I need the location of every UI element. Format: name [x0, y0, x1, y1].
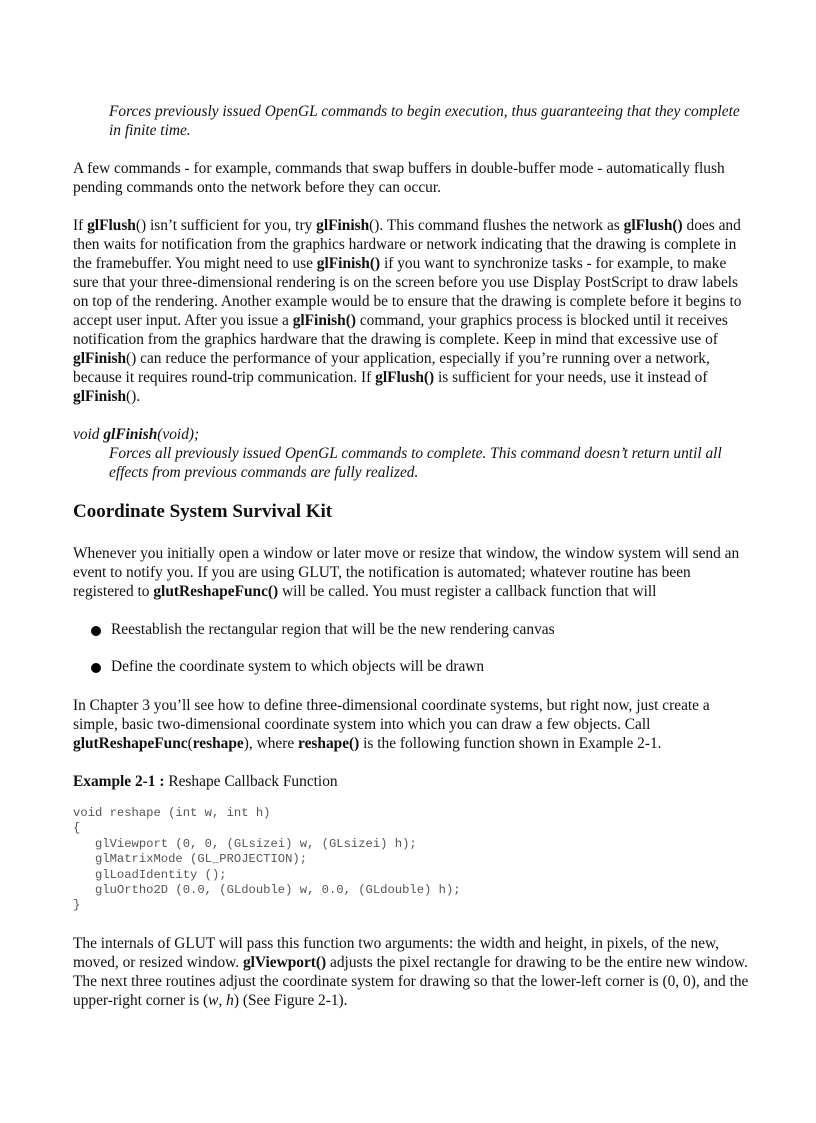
glfinish-signature: void glFinish(void);: [73, 426, 200, 443]
example-caption: Example 2-1 : Reshape Callback Function: [73, 773, 338, 790]
code-listing: void reshape (int w, int h) { glViewport (0, 0, (GLsizei) w, (GLsizei) h); glMatrixMode (GL_PROJECTION); glLoadIdentity (); gluOrtho2D (0.0, (GLdouble) w, 0.0, (GLdouble) h); }: [73, 806, 461, 913]
bullet-icon: [91, 626, 101, 636]
glflush-description: Forces previously issued OpenGL commands to begin execution, thus guaranteeing that they complete in finite time.: [109, 103, 740, 139]
list-item: Reestablish the rectangular region that will be the new rendering canvas: [91, 620, 753, 639]
paragraph-flush-commands: A few commands - for example, commands that swap buffers in double-buffer mode - automatically flush pending commands onto the network before they can occur.: [73, 160, 725, 196]
callback-task-list: [73, 620, 753, 676]
section-heading: Coordinate System Survival Kit: [73, 501, 333, 522]
paragraph-window-events: Whenever you initially open a window or later move or resize that window, the window system will send an event to notify you. If you are using GLUT, the notification is automated; whatever routine has been registered to glutReshapeFunc() will be called. You must register a callback function that will: [73, 545, 740, 600]
paragraph-glut-internals: The internals of GLUT will pass this function two arguments: the width and height, in pixels, of the new, moved, or resized window. glViewport() adjusts the pixel rectangle for drawing to be the entire new window. The next three routines adjust the coordinate system for drawing so that the lower-left corner is (0, 0), and the upper-right corner is (w, h) (See Figure 2-1).: [73, 934, 749, 1009]
glfinish-description: Forces all previously issued OpenGL commands to complete. This command doesn’t return until all effects from previous commands are fully realized.: [109, 445, 722, 481]
paragraph-glfinish: If glFlush() isn’t sufficient for you, try glFinish(). This command flushes the network as glFlush() does and then waits for notification from the graphics hardware or network indicating that the drawing is complete in the framebuffer. You might need to use glFinish() if you want to synchronize tasks - for example, to make sure that your three-dimensional rendering is on the screen before you use Display PostScript to draw labels on top of the rendering. Another example would be to ensure that the drawing is complete before it begins to accept user input. After you issue a glFinish() command, your graphics process is blocked until it receives notification from the graphics hardware that the drawing is complete. Keep in mind that excessive use of glFinish() can reduce the performance of your application, especially if you’re running over a network, because it requires round-trip communication. If glFlush() is sufficient for your needs, use it instead of glFinish().: [73, 217, 742, 405]
bullet-icon: [91, 663, 101, 673]
list-item: Define the coordinate system to which objects will be drawn: [91, 657, 753, 676]
paragraph-coordinate-systems: In Chapter 3 you’ll see how to define three-dimensional coordinate systems, but right now, just create a simple, basic two-dimensional coordinate system into which you can draw a few objects. Call glutReshapeFunc(reshape), where reshape() is the following function shown in Example 2-1.: [73, 697, 710, 752]
document-page: [73, 102, 753, 1029]
